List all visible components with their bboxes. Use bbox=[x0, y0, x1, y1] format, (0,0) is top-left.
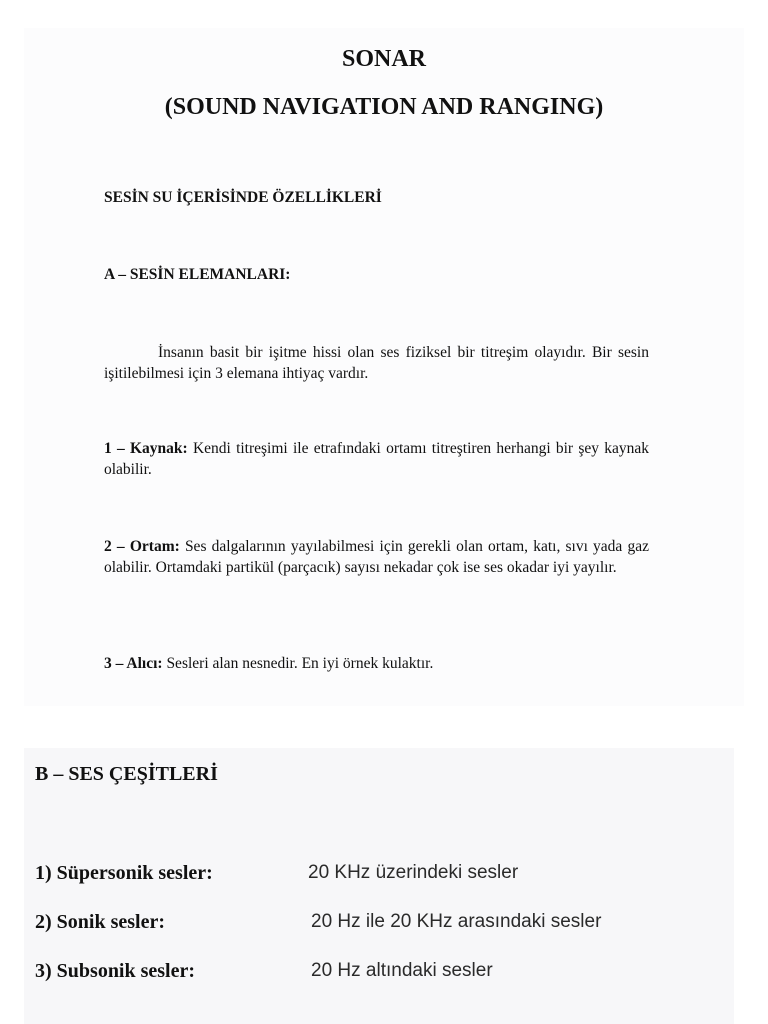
element-item-medium bbox=[104, 536, 649, 578]
sound-type-desc: 20 Hz ile 20 KHz arasındaki sesler bbox=[311, 911, 602, 932]
sound-type-desc: 20 KHz üzerindeki sesler bbox=[308, 862, 519, 883]
sound-type-desc: 20 Hz altındaki sesler bbox=[311, 960, 493, 981]
section-heading: SESİN SU İÇERİSİNDE ÖZELLİKLERİ bbox=[104, 189, 382, 206]
sound-type-label: 1) Süpersonik sesler: bbox=[35, 862, 213, 884]
part-b-heading: B – SES ÇEŞİTLERİ bbox=[35, 763, 218, 785]
element-item-receiver bbox=[104, 653, 649, 674]
part-a-intro: İnsanın basit bir işitme hissi olan ses fiziksel bir titreşim olayıdır. Bir sesin işitilebilmesi için 3 elemana ihtiyaç vardır. bbox=[104, 344, 649, 382]
sound-type-label: 3) Subsonik sesler: bbox=[35, 960, 196, 982]
element-text: Ses dalgalarının yayılabilmesi için gerekli olan ortam, katı, sıvı yada gaz olabilir. Ortamdaki partikül (parçacık) sayısı nekadar çok ise ses okadar iyi yayılır. bbox=[104, 538, 649, 576]
element-text: Sesleri alan nesnedir. En iyi örnek kulaktır. bbox=[162, 655, 434, 672]
element-item-source bbox=[104, 438, 649, 480]
sound-type-label: 2) Sonik sesler: bbox=[35, 911, 165, 933]
document-subtitle: (SOUND NAVIGATION AND RANGING) bbox=[164, 94, 604, 120]
element-label: 1 – Kaynak: bbox=[104, 440, 188, 457]
part-a-heading: A – SESİN ELEMANLARI: bbox=[104, 266, 291, 283]
element-text: Kendi titreşimi ile etrafındaki ortamı titreştiren herhangi bir şey kaynak olabilir. bbox=[104, 440, 650, 478]
sound-type-row bbox=[35, 960, 715, 988]
sound-type-row bbox=[35, 862, 715, 890]
element-label: 3 – Alıcı: bbox=[104, 655, 163, 672]
element-label: 2 – Ortam: bbox=[104, 538, 180, 555]
sound-type-row bbox=[35, 911, 715, 939]
document-title: SONAR bbox=[341, 46, 426, 72]
